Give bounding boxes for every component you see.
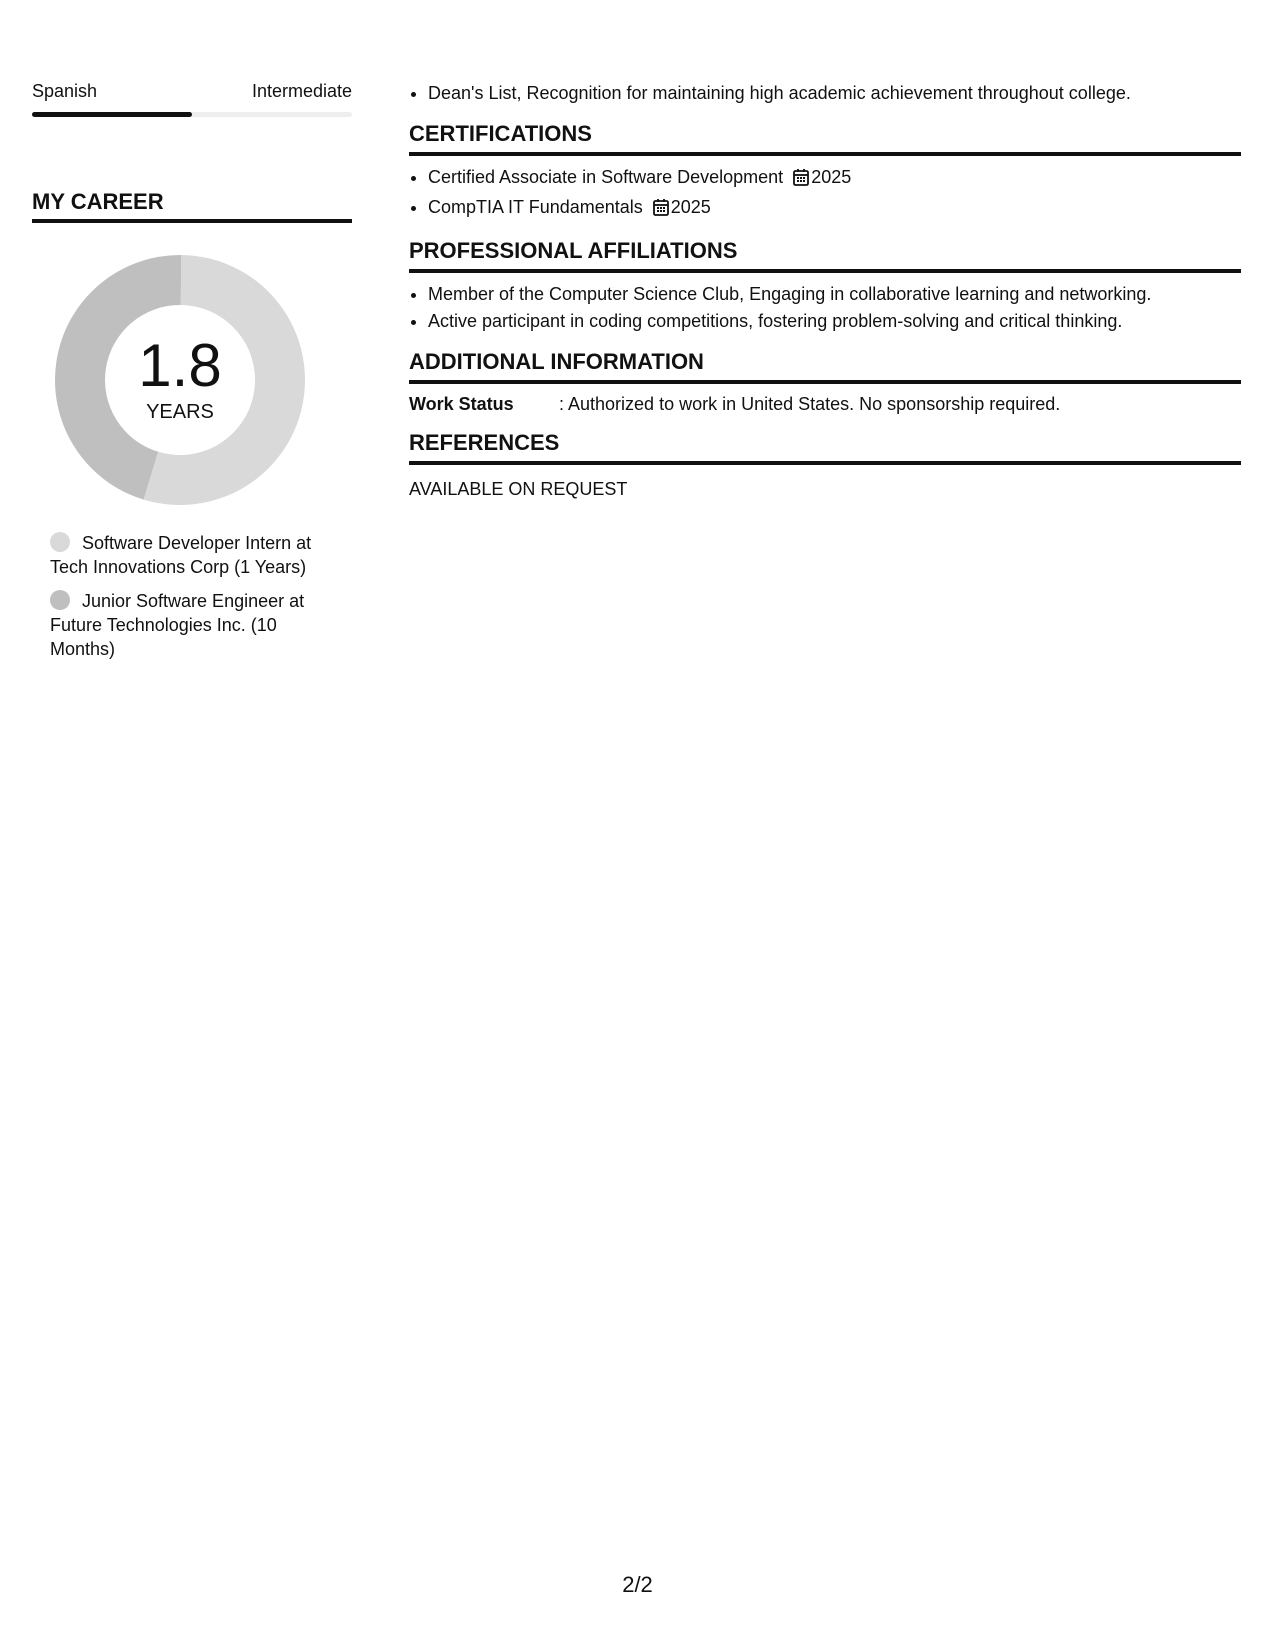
certification-item <box>428 194 1241 224</box>
career-heading: MY CAREER <box>32 189 352 223</box>
certification-name: Certified Associate in Software Development <box>428 167 784 187</box>
certification-name: CompTIA IT Fundamentals <box>428 197 643 217</box>
certification-year: 2025 <box>670 197 711 217</box>
language-level: Intermediate <box>251 81 352 101</box>
legend-item <box>50 589 340 661</box>
affiliations-heading: PROFESSIONAL AFFILIATIONS <box>409 238 1241 273</box>
legend-label: Junior Software Engineer at Future Technologies Inc. (10 Months) <box>50 591 305 659</box>
certifications-heading: CERTIFICATIONS <box>409 121 1241 156</box>
language-name: Spanish <box>32 81 98 101</box>
legend-item <box>50 531 340 579</box>
career-donut-chart <box>55 255 305 505</box>
references-heading: REFERENCES <box>409 430 1241 465</box>
work-status-row <box>409 392 1241 416</box>
language-item <box>32 80 352 117</box>
work-status-label: Work Status <box>409 394 514 414</box>
career-total-years: 1.8 <box>138 332 222 399</box>
legend-label: Software Developer Intern at Tech Innovations Corp (1 Years) <box>50 533 312 577</box>
additional-info-heading: ADDITIONAL INFORMATION <box>409 349 1241 384</box>
main-content <box>409 80 1241 501</box>
legend-dot <box>50 590 70 610</box>
career-years-unit: YEARS <box>146 401 214 423</box>
calendar-icon <box>793 167 809 194</box>
award-item: • Dean's List, Recognition for maintaining high academic achievement throughout college. <box>428 80 1241 107</box>
proficiency-bar <box>32 112 352 117</box>
certification-item <box>428 164 1241 194</box>
certification-year: 2025 <box>811 167 852 187</box>
affiliation-item: • Member of the Computer Science Club, Engaging in collaborative learning and networking. <box>428 281 1241 308</box>
legend-dot <box>50 532 70 552</box>
awards-list <box>409 80 1241 107</box>
calendar-icon <box>653 197 669 224</box>
affiliation-item: • Active participant in coding competitions, fostering problem-solving and critical thinking. <box>428 308 1241 335</box>
sidebar <box>32 80 352 671</box>
proficiency-bar-fill <box>32 112 192 117</box>
page-number: 2/2 <box>622 1572 653 1597</box>
affiliations-list <box>409 281 1241 335</box>
certifications-list <box>409 164 1241 224</box>
work-status-value: : Authorized to work in United States. No sponsorship required. <box>559 394 1061 414</box>
references-text: AVAILABLE ON REQUEST <box>409 479 628 499</box>
career-legend <box>50 531 340 661</box>
